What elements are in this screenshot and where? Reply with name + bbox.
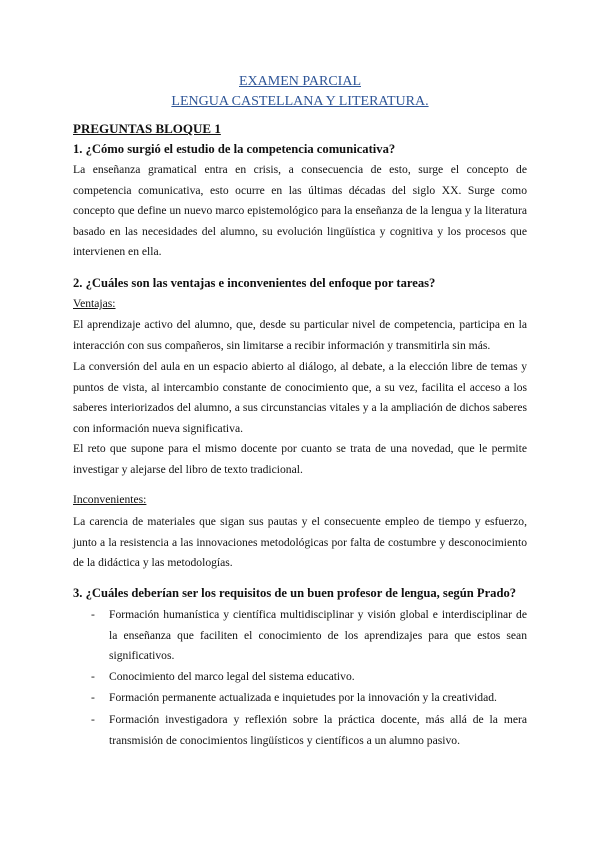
question-1: 1. ¿Cómo surgió el estudio de la competencia comunicativa? xyxy=(73,142,396,156)
list-item-text: Conocimiento del marco legal del sistema educativo. xyxy=(109,670,355,683)
question-3: 3. ¿Cuáles deberían ser los requisitos de un buen profesor de lengua, según Prado? xyxy=(73,586,517,600)
block-heading: PREGUNTAS BLOQUE 1 xyxy=(73,121,221,136)
question-2: 2. ¿Cuáles son las ventajas e inconvenientes del enfoque por tareas? xyxy=(73,276,436,290)
list-item xyxy=(91,667,527,688)
subject-title: LENGUA CASTELLANA Y LITERATURA. xyxy=(171,94,429,109)
ventajas-label: Ventajas: xyxy=(73,297,116,310)
bullet-marker: - xyxy=(91,608,95,621)
inconvenientes-label: Inconvenientes: xyxy=(73,493,147,506)
answer-1: La enseñanza gramatical entra en crisis, a consecuencia de esto, surge el concepto de competencia comunicativa, esto ocurre en las últimas décadas del siglo XX. Surge como concepto que define un nuevo marco epistemológico para la enseñanza de la lengua y la literatura basado en las necesidades del alumno, su evolución lingüística y cognitiva y los procesos que intervienen en ella. xyxy=(73,163,527,258)
bullet-marker: - xyxy=(91,670,95,683)
list-item-text: Formación permanente actualizada e inquietudes por la innovación y la creatividad. xyxy=(109,691,497,704)
list-item xyxy=(91,605,527,667)
list-item-text: Formación humanística y científica multidisciplinar y visión global e interdisciplinar de la enseñanza que faciliten el conocimiento de los aprendizajes para que estos sean significativos. xyxy=(109,608,527,662)
exam-title: EXAMEN PARCIAL xyxy=(239,74,361,89)
ventajas-paragraph-2: La conversión del aula en un espacio abierto al diálogo, al debate, a la elección libre de temas y puntos de vista, al intercambio constante de conocimiento que, a su vez, facilita el acceso a los saberes interiorizados del alumno, a sus circunstancias vitales y a la ampliación de dichos saberes con información nueva significativa. xyxy=(73,360,527,435)
list-item xyxy=(91,688,527,709)
list-item-text: Formación investigadora y reflexión sobre la práctica docente, más allá de la mera transmisión de conocimientos lingüísticos y científicos a un alumno pasivo. xyxy=(109,713,527,747)
ventajas-paragraph-1: El aprendizaje activo del alumno, que, desde su particular nivel de competencia, participa en la interacción con sus compañeros, sin limitarse a recibir información y transmitirla sin más. xyxy=(73,318,527,352)
ventajas-paragraph-3: El reto que supone para el mismo docente por cuanto se trata de una novedad, que le permite investigar y alejarse del libro de texto tradicional. xyxy=(73,442,527,476)
bullet-marker: - xyxy=(91,713,95,726)
inconvenientes-paragraph: La carencia de materiales que sigan sus pautas y el consecuente empleo de tiempo y esfuerzo, junto a la resistencia a las innovaciones metodológicas por falta de costumbre y desconocimiento de la didáctica y las metodologías. xyxy=(73,515,527,569)
list-item xyxy=(91,710,527,752)
bullet-marker: - xyxy=(91,691,95,704)
